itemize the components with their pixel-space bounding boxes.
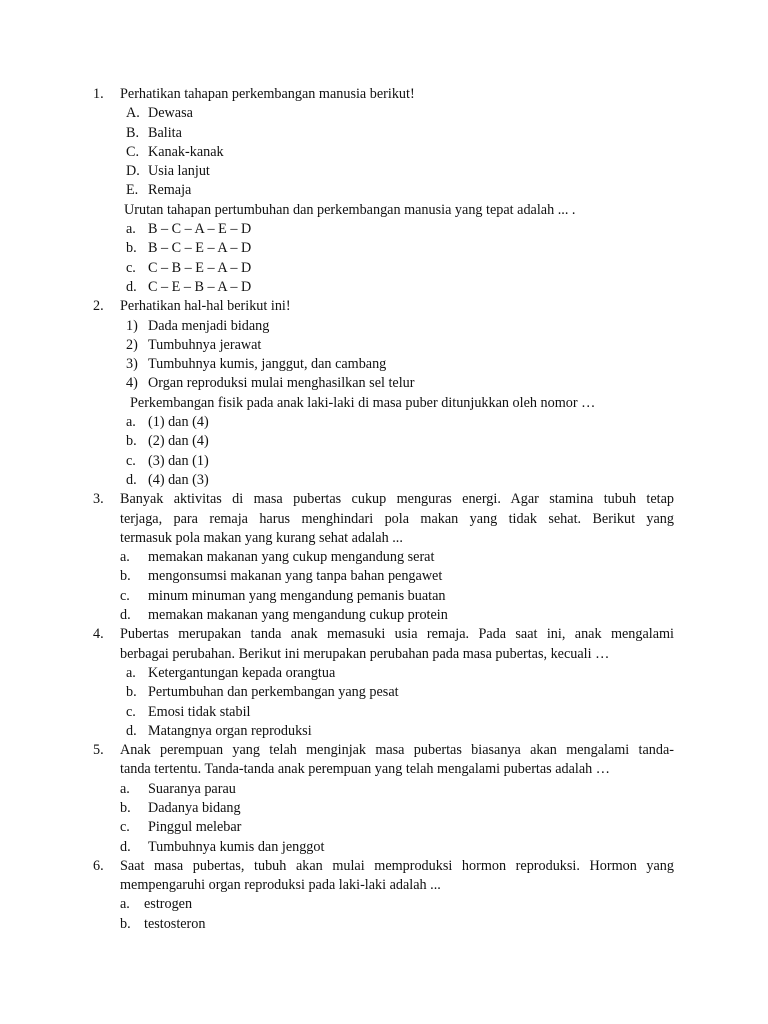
worksheet-page bbox=[0, 85, 768, 934]
question-text: termasuk pola makan yang kurang sehat adalah ... bbox=[120, 529, 403, 546]
answer-option: b. (2) dan (4) bbox=[126, 433, 209, 450]
question-text: mempengaruhi organ reproduksi pada laki-laki adalah ... bbox=[120, 877, 441, 894]
answer-option: c. minum minuman yang mengandung pemanis buatan bbox=[120, 587, 446, 604]
answer-option: d. memakan makanan yang mengandung cukup protein bbox=[120, 607, 448, 624]
question-3 bbox=[0, 490, 768, 509]
answer-option: c. C – B – E – A – D bbox=[126, 259, 252, 276]
list-item: 3) Tumbuhnya kumis, janggut, dan cambang bbox=[126, 356, 387, 373]
question-number: 2. bbox=[93, 298, 104, 315]
list-item: 2) Tumbuhnya jerawat bbox=[126, 336, 262, 353]
question-text: Perhatikan hal-hal berikut ini! bbox=[120, 298, 291, 315]
question-number: 6. bbox=[93, 857, 104, 874]
answer-option: b. Dadanya bidang bbox=[120, 799, 241, 816]
question-6 bbox=[0, 857, 768, 876]
answer-option: a. memakan makanan yang cukup mengandung serat bbox=[120, 549, 435, 566]
question-4 bbox=[0, 625, 768, 644]
question-number: 1. bbox=[93, 86, 104, 102]
question-text: berbagai perubahan. Berikut ini merupakan perubahan pada masa pubertas, kecuali … bbox=[120, 645, 610, 662]
answer-option: c. Emosi tidak stabil bbox=[126, 703, 251, 720]
answer-option: a. B – C – A – E – D bbox=[126, 221, 252, 238]
answer-option: a. (1) dan (4) bbox=[126, 414, 209, 431]
answer-option: a. Ketergantungan kepada orangtua bbox=[126, 664, 336, 681]
question-1 bbox=[0, 85, 768, 104]
list-item: E. Remaja bbox=[126, 182, 192, 199]
answer-option: d. Matangnya organ reproduksi bbox=[126, 722, 312, 739]
answer-option: a. Suaranya parau bbox=[120, 780, 236, 797]
list-item: 1) Dada menjadi bidang bbox=[126, 317, 270, 334]
question-text: Banyak aktivitas di masa pubertas cukup menguras energi. Agar stamina tubuh tetap bbox=[120, 491, 674, 508]
question-number: 3. bbox=[93, 491, 104, 508]
answer-option: b. B – C – E – A – D bbox=[126, 240, 252, 257]
question-text: Pubertas merupakan tanda anak memasuki usia remaja. Pada saat ini, anak mengalami bbox=[120, 626, 674, 643]
list-item: B. Balita bbox=[126, 124, 182, 141]
answer-option: b. Pertumbuhan dan perkembangan yang pesat bbox=[126, 684, 399, 701]
answer-option: a. estrogen bbox=[120, 896, 193, 913]
question-text: Saat masa pubertas, tubuh akan mulai memproduksi hormon reproduksi. Hormon yang bbox=[120, 857, 674, 874]
question-text: Perhatikan tahapan perkembangan manusia berikut! bbox=[120, 86, 415, 102]
answer-option: d. C – E – B – A – D bbox=[126, 278, 252, 295]
question-number: 4. bbox=[93, 626, 104, 643]
question-text: tanda tertentu. Tanda-tanda anak perempuan yang telah mengalami pubertas adalah … bbox=[120, 761, 610, 778]
question-stem: Urutan tahapan pertumbuhan dan perkembangan manusia yang tepat adalah ... . bbox=[124, 201, 576, 218]
answer-option: c. (3) dan (1) bbox=[126, 452, 209, 469]
list-item: D. Usia lanjut bbox=[126, 163, 210, 180]
list-item: C. Kanak-kanak bbox=[126, 143, 224, 160]
list-item: 4) Organ reproduksi mulai menghasilkan sel telur bbox=[126, 375, 415, 392]
question-text: Anak perempuan yang telah menginjak masa pubertas biasanya akan mengalami tanda- bbox=[120, 742, 674, 759]
question-number: 5. bbox=[93, 742, 104, 759]
question-2 bbox=[0, 297, 768, 316]
answer-option: d. Tumbuhnya kumis dan jenggot bbox=[120, 838, 325, 855]
list-item: A. Dewasa bbox=[126, 105, 193, 122]
answer-option: c. Pinggul melebar bbox=[120, 819, 242, 836]
answer-option: d. (4) dan (3) bbox=[126, 471, 209, 488]
answer-option: b. mengonsumsi makanan yang tanpa bahan pengawet bbox=[120, 568, 443, 585]
question-stem: Perkembangan fisik pada anak laki-laki di masa puber ditunjukkan oleh nomor … bbox=[130, 394, 596, 411]
question-5 bbox=[0, 741, 768, 760]
question-text: terjaga, para remaja harus menghindari pola makan yang tidak sehat. Berikut yang bbox=[120, 510, 674, 527]
answer-option: b. testosteron bbox=[120, 915, 206, 932]
